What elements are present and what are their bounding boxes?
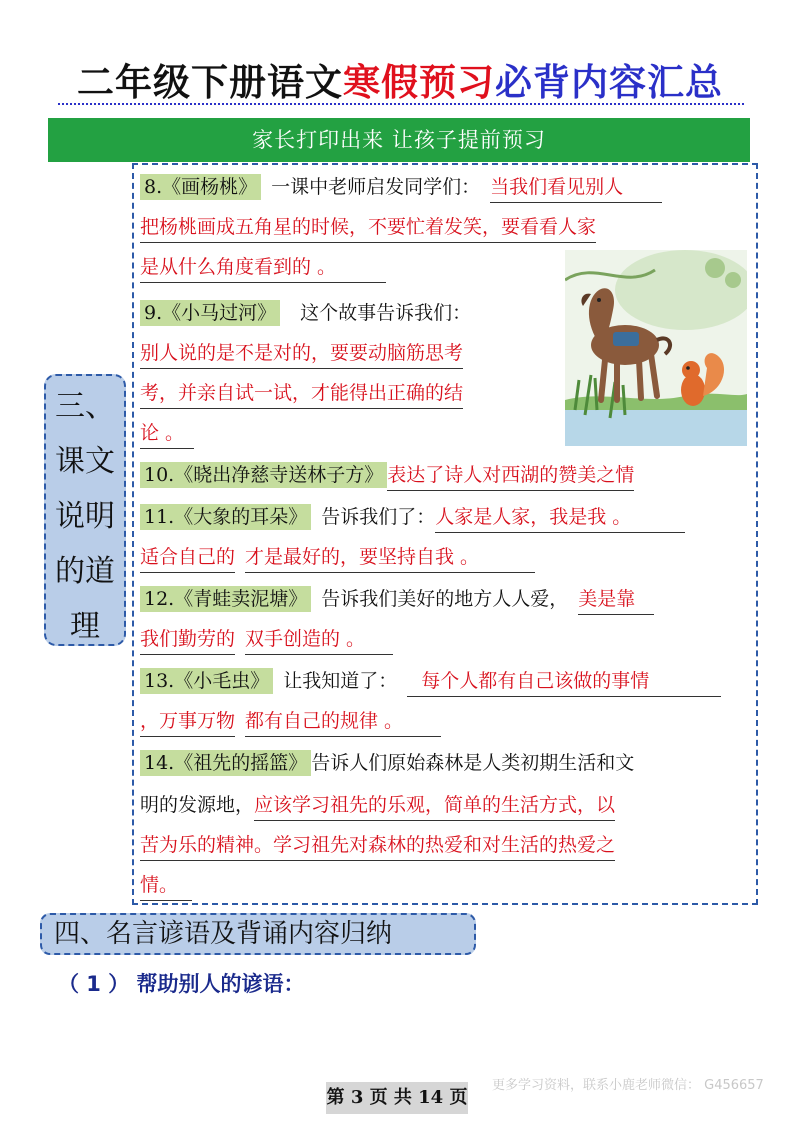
item-13-title: 13.《小毛虫》 xyxy=(140,668,273,694)
section3-label-line: 理 xyxy=(70,609,100,644)
section3-label-line: 的道 xyxy=(55,554,115,589)
item-14-answer-3: 情。 xyxy=(140,870,192,901)
item-13-answer-3: 都有自己的规律 。 xyxy=(245,706,441,737)
item-14-answer-2: 苦为乐的精神。学习祖先对森林的热爱和对生活的热爱之 xyxy=(140,830,615,861)
item-8-line-3 xyxy=(140,250,386,284)
item-9-line-2 xyxy=(140,336,463,370)
item-8-answer-3: 五角星的时候，不要忙着发笑，要看看人家 xyxy=(235,212,596,243)
item-14-title: 14.《祖先的摇篮》 xyxy=(140,750,311,776)
item-11-answer-3: 才是最好的，要坚持自我 。 xyxy=(245,542,535,573)
horse-and-squirrel-illustration-icon xyxy=(565,250,747,446)
item-8-title: 8.《画杨桃》 xyxy=(140,174,261,200)
item-12-line-1 xyxy=(140,582,654,616)
item-11-line-1 xyxy=(140,500,685,534)
item-9-answer-2: 考，并亲自试一试，才能得出正确的结 xyxy=(140,378,463,409)
item-8-answer-4: 是从什么角度看到的 。 xyxy=(140,252,386,283)
page-number: 第 3 页 共 14 页 xyxy=(326,1082,468,1114)
item-8-line-2 xyxy=(140,210,596,244)
item-9-answer-3: 论 。 xyxy=(140,418,194,449)
item-8-answer-1: 当我们看见别人 xyxy=(490,172,662,203)
item-14-answer-1: 应该学习祖先的乐观，简单的生活方式，以 xyxy=(254,790,615,821)
item-11-lead: 告诉我们了： xyxy=(321,506,436,528)
item-10-title: 10.《晓出净慈寺送林子方》 xyxy=(140,462,387,488)
item-14-line-4 xyxy=(140,868,192,902)
item-10-answer-1: 表达了诗人对西湖的赞美之情 xyxy=(387,460,634,491)
item-11-answer-1: 人家是人家，我是我 。 xyxy=(435,502,685,533)
item-12-answer-1: 美是靠 xyxy=(578,584,654,615)
page-title xyxy=(0,52,800,106)
item-9-lead: 这个故事告诉我们： xyxy=(300,302,472,324)
item-13-line-2 xyxy=(140,704,441,738)
title-part-grade: 二年级下册语文 xyxy=(77,61,343,104)
item-9-line-3 xyxy=(140,376,463,410)
item-9-answer-1: 别人说的是不是对的，要要动脑筋思考 xyxy=(140,338,463,369)
item-9-title: 9.《小马过河》 xyxy=(140,300,280,326)
section4-subheading: （ 1 ） 帮助别人的谚语： xyxy=(58,972,305,996)
item-14-line-3 xyxy=(140,828,615,862)
print-banner: 家长打印出来 让孩子提前预习 xyxy=(48,118,750,162)
section3-label-line: 课文 xyxy=(55,444,115,479)
item-13-answer-2: ，万事万物 xyxy=(140,706,235,737)
item-9-line-4 xyxy=(140,416,194,450)
item-10-line-1 xyxy=(140,458,634,492)
item-8-answer-2: 把杨桃画成 xyxy=(140,212,235,243)
item-13-line-1 xyxy=(140,664,721,698)
section3-label-line: 三、 xyxy=(55,389,115,424)
section3-label-line: 说明 xyxy=(55,499,115,534)
item-12-title: 12.《青蛙卖泥塘》 xyxy=(140,586,311,612)
item-13-answer-1: 每个人都有自己该做的事情 xyxy=(407,666,721,697)
item-11-title: 11.《大象的耳朵》 xyxy=(140,504,311,530)
item-13-lead: 让我知道了： xyxy=(283,670,398,692)
section4-heading: 四、名言谚语及背诵内容归纳 xyxy=(40,913,476,955)
title-underline xyxy=(58,103,744,105)
item-12-lead: 告诉我们美好的地方人人爱， xyxy=(321,588,569,610)
item-14-lead: 告诉人们原始森林是人类初期生活和文 xyxy=(311,752,635,774)
item-9-line-1 xyxy=(140,296,471,330)
title-part-preview: 寒假预习 xyxy=(343,61,495,104)
item-11-line-2 xyxy=(140,540,535,574)
title-part-summary: 必背内容汇总 xyxy=(495,61,723,104)
item-8-lead: 一课中老师启发同学们： xyxy=(271,176,481,198)
item-11-answer-2: 适合自己的 xyxy=(140,542,235,573)
item-12-line-2 xyxy=(140,622,393,656)
watermark-text: 更多学习资料，联系小鹿老师微信： G456657 xyxy=(492,1078,764,1093)
item-8-line-1 xyxy=(140,170,662,204)
section3-label xyxy=(44,374,126,646)
item-12-answer-2: 我们勤劳的 xyxy=(140,624,235,655)
item-12-answer-3: 双手创造的 。 xyxy=(245,624,393,655)
item-14-line-1 xyxy=(140,746,634,780)
item-14-lead-2: 明的发源地， xyxy=(140,794,255,816)
item-14-line-2 xyxy=(140,788,615,822)
